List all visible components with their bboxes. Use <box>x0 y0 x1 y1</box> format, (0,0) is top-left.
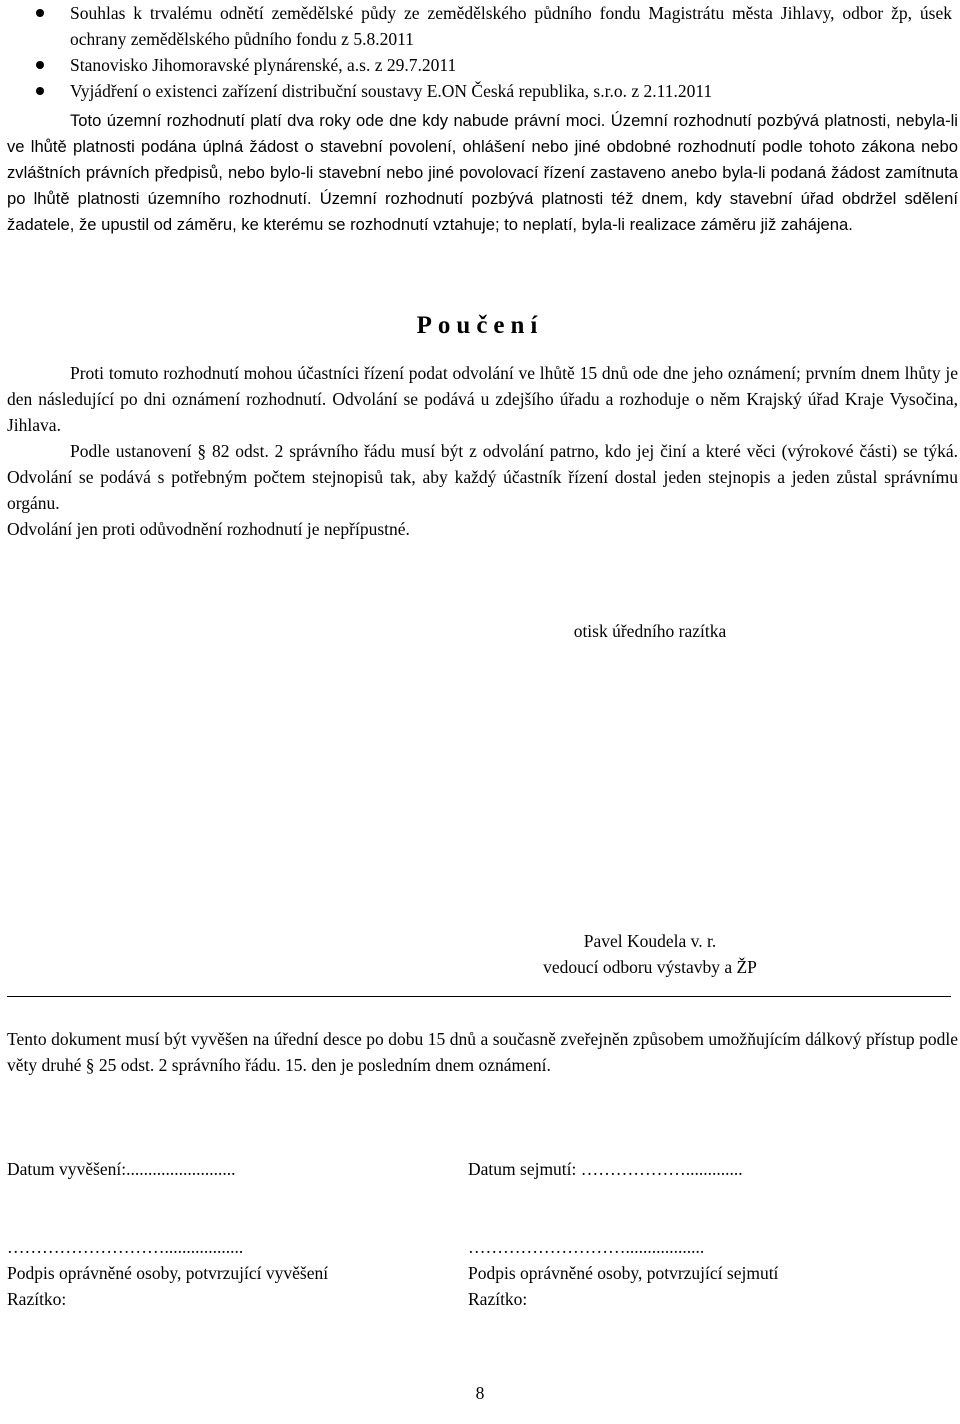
removed-signature-dots: ……………………….................. <box>468 1237 705 1257</box>
list-item-text: Vyjádření o existenci zařízení distribuční soustavy E.ON Česká republika, s.r.o. z 2.11.2011 <box>70 81 713 101</box>
posted-signature-label: Podpis oprávněné osoby, potvrzující vyvěšení <box>7 1263 329 1283</box>
bullet-icon <box>36 87 44 95</box>
signatory-name: Pavel Koudela v. r. <box>583 931 717 951</box>
list-item-text: Souhlas k trvalému odnětí zemědělské půdy ze zemědělského půdního fondu Magistrátu města Jihlavy, odbor žp, úsek ochrany zemědělského půdního fondu z 5.8.2011 <box>70 3 952 49</box>
posted-date-field: Datum vyvěšení:......................... <box>7 1159 236 1179</box>
appeal-restriction-paragraph: Odvolání jen proti odůvodnění rozhodnutí je nepřípustné. <box>7 519 410 539</box>
stamp-placeholder: otisk úředního razítka <box>573 621 727 641</box>
posted-signature-dots: ……………………….................. <box>7 1237 244 1257</box>
list-item-text: Stanovisko Jihomoravské plynárenské, a.s. z 29.7.2011 <box>70 55 457 75</box>
bullet-icon <box>36 61 44 69</box>
removed-stamp-label: Razítko: <box>468 1289 528 1309</box>
removed-signature-label: Podpis oprávněné osoby, potvrzující sejmutí <box>468 1263 779 1283</box>
attachments-list <box>0 0 960 104</box>
instructions-heading: Poučení <box>416 312 544 339</box>
appeal-requirements-paragraph: Podle ustanovení § 82 odst. 2 správního řádu musí být z odvolání patrno, kdo jej činí a které věci (výrokové části) se týká. Odvolání se podává s potřebným počtem stejnopisů tak, aby každý účastník řízení dostal jeden stejnopis a jeden zůstal správnímu orgánu. <box>7 441 958 513</box>
appeal-paragraph: Proti tomuto rozhodnutí mohou účastníci řízení podat odvolání ve lhůtě 15 dnů ode dne jeho oznámení; prvním dnem lhůty je den následující po dni oznámení rozhodnutí. Odvolání se podává u zdejšího úřadu a rozhoduje o něm Krajský úřad Kraje Vysočina, Jihlava. <box>7 363 958 435</box>
list-item <box>0 78 960 104</box>
signatory-title: vedoucí odboru výstavby a ŽP <box>543 957 757 977</box>
removed-column <box>468 1156 948 1312</box>
list-item <box>0 52 960 78</box>
posting-notice: Tento dokument musí být vyvěšen na úřední desce po dobu 15 dnů a současně zveřejněn způsobem umožňujícím dálkový přístup podle věty druhé § 25 odst. 2 správního řádu. 15. den je posledním dnem oznámení. <box>7 1029 958 1075</box>
list-item <box>0 0 960 52</box>
separator-line <box>7 996 951 997</box>
bullet-icon <box>36 9 44 17</box>
posted-stamp-label: Razítko: <box>7 1289 67 1309</box>
removed-date-field: Datum sejmutí: ………………............. <box>468 1159 743 1179</box>
validity-paragraph: Toto územní rozhodnutí platí dva roky ode dne kdy nabude právní moci. Územní rozhodnutí pozbývá platnosti, nebyla-li ve lhůtě platnosti podána úplná žádost o stavební povolení, ohlášení nebo jiné obdobné rozhodnutí podle tohoto zákona nebo zvláštních právních předpisů, nebo bylo-li stavební nebo jiné povolovací řízení zastaveno anebo byla-li podaná žádost zamítnuta po lhůtě platnosti územního rozhodnutí. Územní rozhodnutí pozbývá platnosti též dnem, kdy stavební úřad obdržel sdělení žadatele, že upustil od záměru, ke kterému se rozhodnutí vztahuje; to neplatí, byla-li realizace záměru již zahájena. <box>7 111 958 234</box>
page-number: 8 <box>475 1383 485 1403</box>
posted-column <box>7 1156 457 1312</box>
